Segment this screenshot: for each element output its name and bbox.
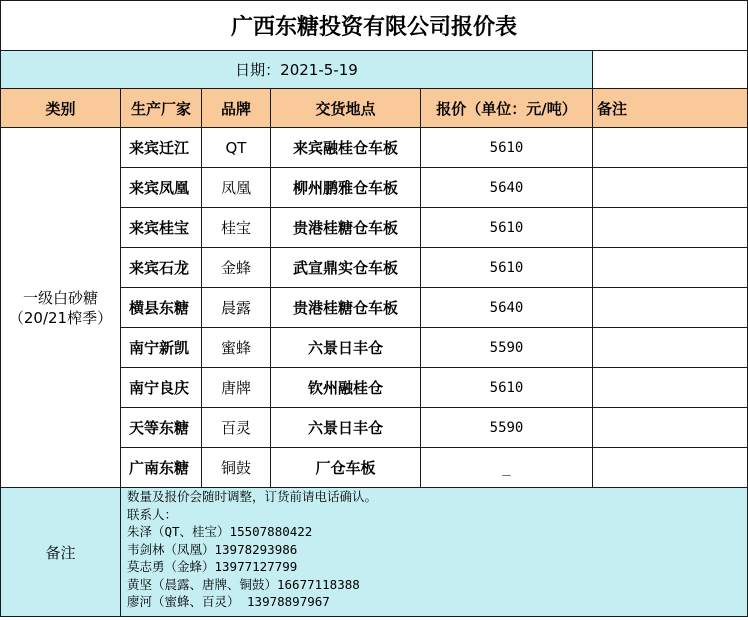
- location-cell: 六景日丰仓: [271, 328, 421, 368]
- price-cell: 5610: [421, 128, 593, 168]
- manufacturer-cell: 天等东糖: [121, 408, 202, 448]
- contact-line: 廖河（蜜蜂、百灵） 13978897967: [127, 594, 330, 609]
- location-cell: 武宣鼎实仓车板: [271, 248, 421, 288]
- brand-cell: 凤凰: [202, 168, 271, 208]
- contact-line: 韦剑林（凤凰）13978293986: [127, 541, 298, 557]
- header-row: [1, 89, 748, 128]
- category-season: （20/21榨季）: [8, 308, 113, 327]
- contacts-heading: 联系人：: [127, 506, 178, 522]
- remark-cell: [593, 368, 748, 408]
- brand-cell: 唐牌: [202, 368, 271, 408]
- location-cell: 贵港桂糖仓车板: [271, 208, 421, 248]
- manufacturer-cell: 横县东糖: [121, 288, 202, 328]
- manufacturer-cell: 来宾凤凰: [121, 168, 202, 208]
- remark-cell: [593, 208, 748, 248]
- remark-cell: [593, 288, 748, 328]
- footer-row: [1, 488, 748, 617]
- brand-cell: 蜜蜂: [202, 328, 271, 368]
- brand-cell: 百灵: [202, 408, 271, 448]
- remark-cell: [593, 328, 748, 368]
- header-category: 类别: [1, 89, 121, 128]
- price-cell: 5590: [421, 328, 593, 368]
- category-name: 一级白砂糖: [22, 288, 98, 307]
- header-price: 报价（单位：元/吨）: [421, 89, 593, 128]
- location-cell: 柳州鹏雅仓车板: [271, 168, 421, 208]
- location-cell: 六景日丰仓: [271, 408, 421, 448]
- category-cell: [1, 128, 121, 488]
- price-cell: 5640: [421, 288, 593, 328]
- manufacturer-cell: 来宾迁江: [121, 128, 202, 168]
- contact-line: 莫志勇（金蜂）13977127799: [127, 559, 298, 574]
- header-manufacturer: 生产厂家: [121, 89, 202, 128]
- date-label: 日期：2021-5-19: [1, 51, 593, 89]
- footer-label: 备注: [1, 488, 121, 617]
- header-location: 交货地点: [271, 89, 421, 128]
- contact-line: 黄坚（晨露、唐牌、铜鼓）16677118388: [127, 576, 360, 592]
- manufacturer-cell: 来宾桂宝: [121, 208, 202, 248]
- brand-cell: 桂宝: [202, 208, 271, 248]
- price-cell: 5590: [421, 408, 593, 448]
- price-cell: _: [421, 448, 593, 488]
- brand-cell: 铜鼓: [202, 448, 271, 488]
- table-row: [1, 128, 748, 168]
- header-remark: 备注: [593, 89, 748, 128]
- remark-cell: [593, 408, 748, 448]
- footer-notes: [121, 488, 748, 617]
- location-cell: 钦州融桂仓: [271, 368, 421, 408]
- price-cell: 5610: [421, 248, 593, 288]
- date-side-cell: [593, 51, 748, 89]
- contact-line: 朱泽（QT、桂宝）15507880422: [127, 524, 313, 539]
- price-cell: 5640: [421, 168, 593, 208]
- remark-cell: [593, 128, 748, 168]
- manufacturer-cell: 广南东糖: [121, 448, 202, 488]
- brand-cell: 晨露: [202, 288, 271, 328]
- page-title: 广西东糖投资有限公司报价表: [1, 1, 748, 51]
- brand-cell: QT: [202, 128, 271, 168]
- manufacturer-cell: 南宁新凯: [121, 328, 202, 368]
- manufacturer-cell: 来宾石龙: [121, 248, 202, 288]
- notice-line: 数量及报价会随时调整，订货前请电话确认。: [127, 489, 378, 504]
- price-cell: 5610: [421, 368, 593, 408]
- location-cell: 贵港桂糖仓车板: [271, 288, 421, 328]
- manufacturer-cell: 南宁良庆: [121, 368, 202, 408]
- remark-cell: [593, 248, 748, 288]
- price-cell: 5610: [421, 208, 593, 248]
- location-cell: 厂仓车板: [271, 448, 421, 488]
- location-cell: 来宾融桂仓车板: [271, 128, 421, 168]
- header-brand: 品牌: [202, 89, 271, 128]
- remark-cell: [593, 448, 748, 488]
- remark-cell: [593, 168, 748, 208]
- brand-cell: 金蜂: [202, 248, 271, 288]
